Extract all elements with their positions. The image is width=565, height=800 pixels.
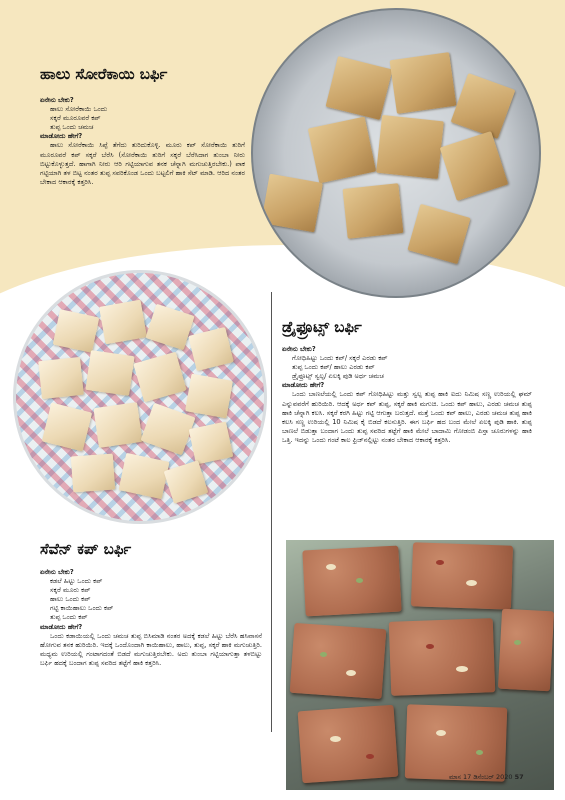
recipe2-method: ಒಂದು ಬಾಣಲೆಯಲ್ಲಿ ಒಂದು ಕಪ್ ಗೋಧಿಹಿಟ್ಟು ಮತ್ತು ಸ್ವಲ್ಪ ತುಪ್ಪ ಹಾಕಿ ಐದು ನಿಮಿಷ ಸಣ್ಣ ಉರಿಯಲ್ಲಿ ಘಮ್ ಎನ್ನುವವರೆಗೆ ಹುರಿಯಿರಿ. ಆದಕ್ಕೆ ಅರ್ಧ ಕಪ್ ತುಪ್ಪ, ಸಕ್ಕರೆ ಹಾಕಿ ಮಗುಚಿ. ಒಂದು ಕಪ್ ಹಾಲು, ಎರಡು ಚಮಚ ತುಪ್ಪ ಹಾಕಿ ಚೆನ್ನಾಗಿ ಕಲಸಿ. ಸಕ್ಕರೆ ಕರಗಿ ಹಿಟ್ಟು ಗಟ್ಟಿ ಆಗುತ್ತಾ ಬರುತ್ತದೆ. ಮತ್ತೆ ಒಂದು ಕಪ್ ಹಾಲು, ಎರಡು ಚಮಚ ತುಪ್ಪ ಹಾಕಿ ಕಲಸಿ ಸಣ್ಣ ಉರಿಯಲ್ಲಿ 10 ನಿಮಿಷ ಕೈ ಬಿಡದೆ ಕಲಸುತ್ತಿರಿ. ಈಗ ಬರ್ಫಿ ಹದ ಬಂದ ಮೇಲೆ ಏಲಕ್ಕಿ ಪುಡಿ ಹಾಕಿ. ತುಪ್ಪ ಬಾಣಲೆ ಬಿಡುತ್ತಾ ಬಂದಾಗ ಒಂದು ತುಪ್ಪ ಸವರಿದ ತಟ್ಟೆಗೆ ಹಾಕಿ ಮೇಲೆ ಬಾದಾಮಿ ಗೋಡಂಬಿ ಪಿಸ್ತಾ ಚೂರುಗಳನ್ನು ಹಾಕಿ ಒತ್ತಿ. ಇದನ್ನು ಒಂದು ಗಂಟೆ ಕಾಲ ಫ್ರಿಜ್‌ನಲ್ಲಿಟ್ಟು ನಂತರ ಬೇಕಾದ ಆಕಾರಕ್ಕೆ ಕತ್ತರಿಸಿ.: [282, 390, 532, 444]
recipe2-method-label: ಮಾಡೋದು ಹೇಗೆ?: [282, 381, 325, 390]
ingredient-item: ಗಟ್ಟಿ ಕಾಯಿಹಾಲು ಒಂದು ಕಪ್: [50, 604, 114, 613]
ingredient-item: ಸಕ್ಕರೆ ಮೂರು ಕಪ್: [50, 586, 91, 595]
ingredient-item: ಡ್ರೈಫ್ರೂಟ್ಸ್ ಸ್ವಲ್ಪ/ ಏಲಕ್ಕಿ ಪುಡಿ ಅರ್ಧ ಚಮಚ: [292, 372, 384, 381]
recipe3-ingredients: [40, 577, 262, 622]
ingredient-item: ಹಾಲು ಒಂದು ಕಪ್: [50, 595, 91, 604]
footer-issue: ಮಾಸ 17 ಡಿಸೆಂಬರ್ 2020: [449, 773, 513, 781]
recipe2-body: [282, 345, 532, 445]
ingredient-item: ಕಡಲೆ ಹಿಟ್ಟು ಒಂದು ಕಪ್: [50, 577, 103, 586]
recipe3-method-label: ಮಾಡೋದು ಹೇಗೆ?: [40, 622, 83, 631]
ingredient-item: ತುಪ್ಪ ಒಂದು ಚಮಚ: [50, 123, 94, 132]
recipe2-needs-label: ಏನೇನು ಬೇಕು?: [282, 345, 316, 353]
column-divider: [271, 292, 272, 732]
recipe3-title: ಸೆವೆನ್ ಕಪ್ ಬರ್ಫಿ: [40, 540, 132, 558]
recipe2-ingredients: [282, 354, 532, 381]
recipe1-title: ಹಾಲು ಸೋರೆಕಾಯಿ ಬರ್ಫಿ: [40, 65, 168, 83]
recipe3-needs-label: ಏನೇನು ಬೇಕು?: [40, 568, 74, 576]
recipe2-title: ಡ್ರೈಫ್ರೂಟ್ಸ್ ಬರ್ಫಿ: [282, 318, 362, 336]
recipe3-method: ಒಂದು ಕಡಾಯಿಯಲ್ಲಿ ಒಂದು ಚಮಚ ತುಪ್ಪ ಬಿಸಿಮಾಡಿ ನಂತರ ಅದಕ್ಕೆ ಕಡಲೆ ಹಿಟ್ಟು ಬೆರೆಸಿ ಹಸಿವಾಸನೆ ಹೋಗುವ ತನಕ ಹುರಿಯಿರಿ. ಇದಕ್ಕೆ ಒಂದೊಂದಾಗಿ ಕಾಯಿಹಾಲು, ಹಾಲು, ತುಪ್ಪ, ಸಕ್ಕರೆ ಹಾಕಿ ಮಗುಚುತ್ತಿರಿ. ಮಧ್ಯಮ ಉರಿಯಲ್ಲಿ ಗಂಟಾಗದಂತೆ ಬಿಡದೆ ಮಗುಚುತ್ತಿರಬೇಕು. ಅದು ತುಂಬಾ ಗಟ್ಟಿಯಾಗುತ್ತಾ ತಳಬಿಟ್ಟು ಬರ್ಫಿ ಹದಕ್ಕೆ ಬಂದಾಗ ತುಪ್ಪ ಸವರಿದ ತಟ್ಟೆಗೆ ಹಾಕಿ ಕತ್ತರಿಸಿ.: [40, 631, 262, 667]
page-number: 57: [514, 773, 524, 781]
ingredient-item: ಸಕ್ಕರೆ ಮೂರೂವರೆ ಕಪ್: [50, 114, 101, 123]
recipe1-body: [40, 96, 245, 187]
ingredient-item: ಹಾಲು ಸೋರೆಕಾಯಿ ಒಂದು: [50, 105, 108, 114]
ingredient-item: ಗೋಧಿಹಿಟ್ಟು ಒಂದು ಕಪ್/ ಸಕ್ಕರೆ ಎರಡು ಕಪ್: [292, 354, 388, 363]
ingredient-item: ತುಪ್ಪ ಒಂದು ಕಪ್/ ಹಾಲು ಎರಡು ಕಪ್: [292, 363, 375, 372]
ingredient-item: ತುಪ್ಪ ಒಂದು ಕಪ್: [50, 613, 88, 622]
recipe3-body: [40, 568, 262, 668]
recipe1-method-label: ಮಾಡೋದು ಹೇಗೆ?: [40, 132, 83, 141]
photo-dry-fruit-burfi: [286, 540, 554, 790]
photo-seven-cup-burfi: [13, 270, 267, 524]
recipe1-ingredients: [40, 105, 245, 132]
recipe1-needs-label: ಏನೇನು ಬೇಕು?: [40, 96, 74, 104]
photo-bottle-gourd-burfi: [251, 8, 541, 298]
page-footer: [449, 773, 524, 782]
recipe1-method: ಹಾಲು ಸೋರೆಕಾಯಿ ಸಿಪ್ಪೆ ತೆಗೆದು ತುರಿದುಕೊಳ್ಳಿ. ಮೂರು ಕಪ್ ಸೋರೆಕಾಯಿ ತುರಿಗೆ ಮೂರೂವರೆ ಕಪ್ ಸಕ್ಕರೆ ಬೆರೆಸಿ (ಸೋರೆಕಾಯಿ ತುರಿಗೆ ಸಕ್ಕರೆ ಬೆರೆಸಿದಾಗ ತುಂಬಾ ನೀರು ಬಿಟ್ಟುಕೊಳ್ಳುತ್ತದೆ. ಹಾಗಾಗಿ ನೀರು ಆರಿ ಗಟ್ಟಿಯಾಗುವ ತನಕ ಚೆನ್ನಾಗಿ ಮಗುಚುತ್ತಿರಬೇಕು.) ಪಾಕ ಗಟ್ಟಿಯಾಗಿ ತಳ ಬಿಟ್ಟ ನಂತರ ತುಪ್ಪ ಸವರಿಕೊಂಡ ಒಂದು ಬಟ್ಟಲಿಗೆ ಹಾಕಿ ಸೆಟ್ ಮಾಡಿ. ಆರಿದ ನಂತರ ಬೇಕಾದ ಆಕಾರಕ್ಕೆ ಕತ್ತರಿಸಿ.: [40, 141, 245, 186]
